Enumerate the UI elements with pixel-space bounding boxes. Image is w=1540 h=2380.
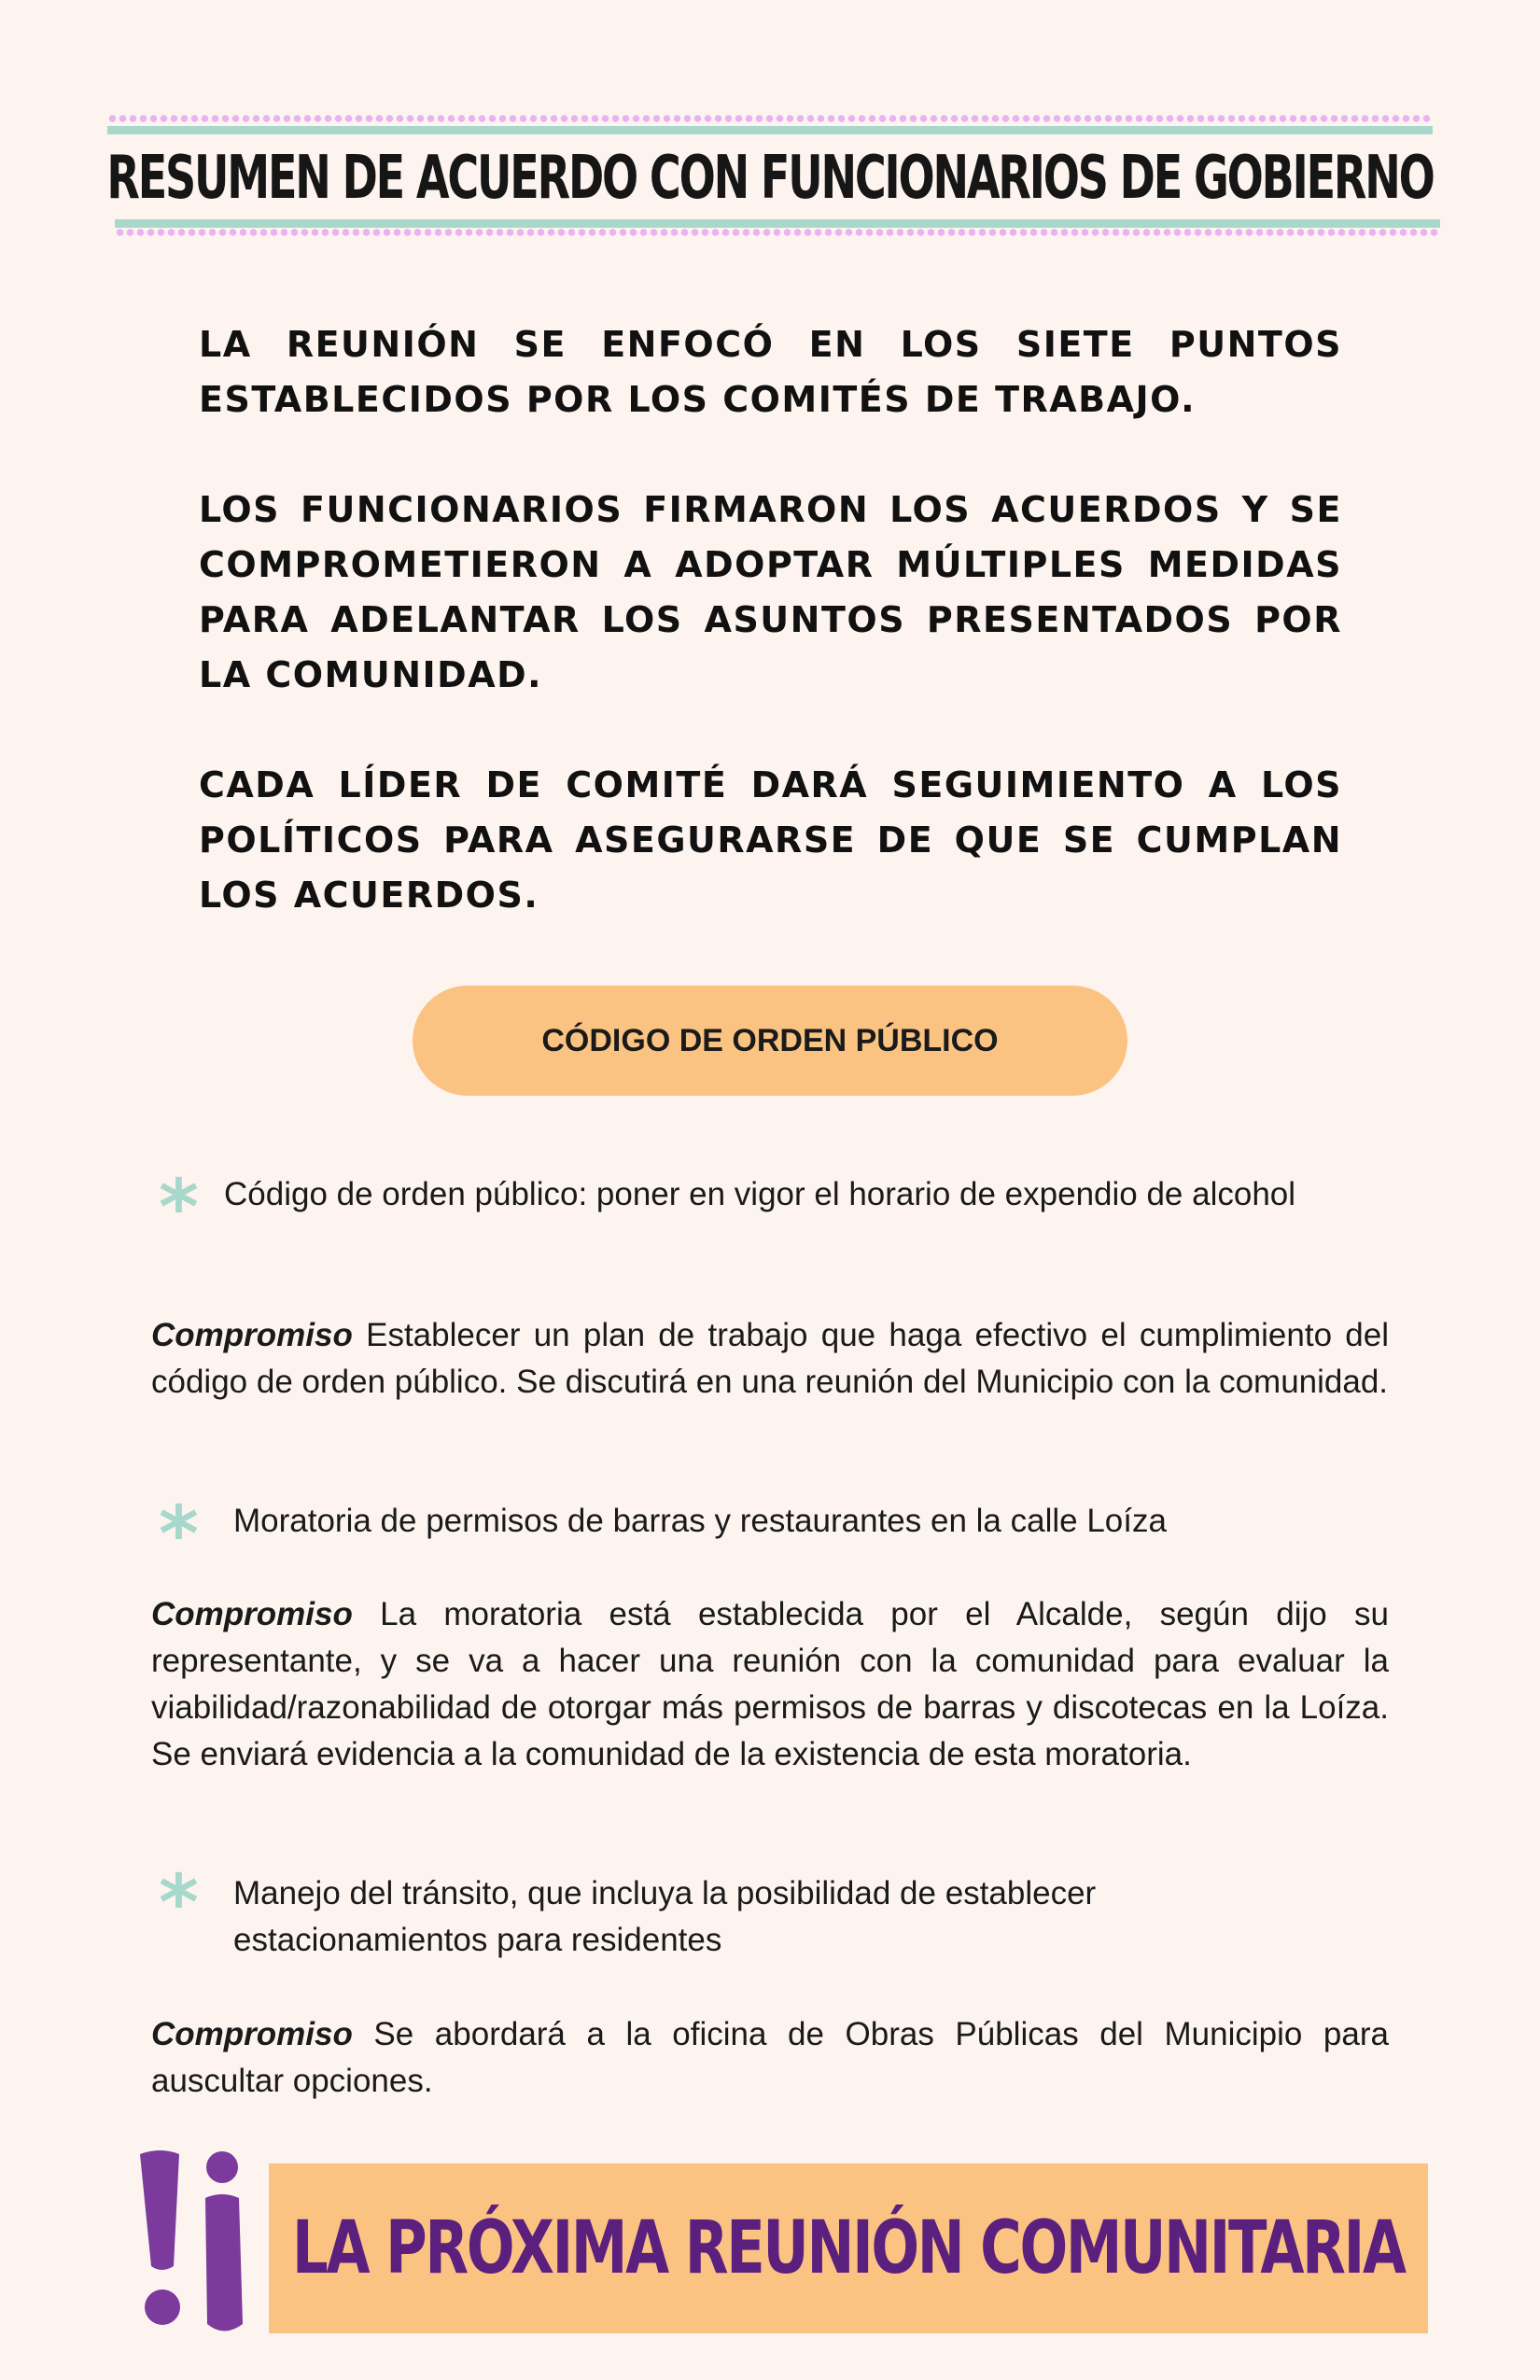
agreement-item bbox=[224, 1171, 1344, 1218]
commitment-label: Compromiso bbox=[151, 2016, 353, 2052]
intro-paragraph: LA REUNIÓN SE ENFOCÓ EN LOS SIETE PUNTOS ESTABLECIDOS POR LOS COMITÉS DE TRABAJO. bbox=[199, 324, 1342, 420]
asterisk-icon: * bbox=[159, 1859, 199, 1948]
header-banner bbox=[107, 110, 1433, 241]
intro-summary bbox=[199, 317, 1342, 978]
commitment-label: Compromiso bbox=[151, 1317, 353, 1353]
commitment-text: Establecer un plan de trabajo que haga efectivo el cumplimiento del código de orden público. Se discutirá en una reunión del Municipio con la comunidad. bbox=[151, 1317, 1389, 1400]
dotted-border-bottom bbox=[115, 228, 1440, 237]
intro-paragraph: LOS FUNCIONARIOS FIRMARON LOS ACUERDOS Y SE COMPROMETIERON A ADOPTAR MÚLTIPLES MEDIDAS PARA ADELANTAR LOS ASUNTOS PRESENTADOS POR LA COMUNIDAD. bbox=[199, 489, 1342, 695]
commitment-paragraph bbox=[151, 1312, 1389, 1406]
asterisk-icon: * bbox=[159, 1164, 199, 1253]
commitment-text: La moratoria está establecida por el Alcalde, según dijo su representante, y se va a hacer una reunión con la comunidad para evaluar la viabilidad/razonabilidad de otorgar más permisos de barras y discotecas en la Loíza. Se enviará evidencia a la comunidad de la existencia de esta moratoria. bbox=[151, 1596, 1389, 1772]
exclamation-icon bbox=[131, 2147, 247, 2343]
intro-paragraph: CADA LÍDER DE COMITÉ DARÁ SEGUIMIENTO A LOS POLÍTICOS PARA ASEGURARSE DE QUE SE CUMPLAN LOS ACUERDOS. bbox=[199, 764, 1342, 916]
page-title: RESUMEN DE ACUERDO CON FUNCIONARIOS DE GOBIERNO bbox=[106, 144, 1434, 213]
asterisk-icon: * bbox=[159, 1491, 199, 1579]
next-meeting-title: LA PRÓXIMA REUNIÓN COMUNITARIA bbox=[292, 2206, 1405, 2290]
dotted-border-top bbox=[107, 114, 1433, 123]
commitment-label: Compromiso bbox=[151, 1596, 353, 1632]
commitment-paragraph bbox=[151, 1591, 1389, 1778]
section-heading-pill: CÓDIGO DE ORDEN PÚBLICO bbox=[413, 986, 1127, 1096]
next-meeting-banner bbox=[269, 2163, 1428, 2333]
commitment-paragraph bbox=[151, 2011, 1389, 2105]
mint-rule-top bbox=[107, 126, 1433, 134]
agreement-item-text: Código de orden público: poner en vigor el horario de expendio de alcohol bbox=[224, 1176, 1296, 1212]
agreement-item bbox=[233, 1498, 1353, 1545]
agreement-item bbox=[233, 1870, 1260, 1964]
agreement-item-text: Moratoria de permisos de barras y restaurantes en la calle Loíza bbox=[233, 1503, 1167, 1539]
mint-rule-bottom bbox=[115, 219, 1440, 228]
agreement-item-text: Manejo del tránsito, que incluya la posibilidad de establecer estacionamientos para residentes bbox=[233, 1875, 1097, 1958]
commitment-text: Se abordará a la oficina de Obras Públicas del Municipio para auscultar opciones. bbox=[151, 2016, 1389, 2099]
